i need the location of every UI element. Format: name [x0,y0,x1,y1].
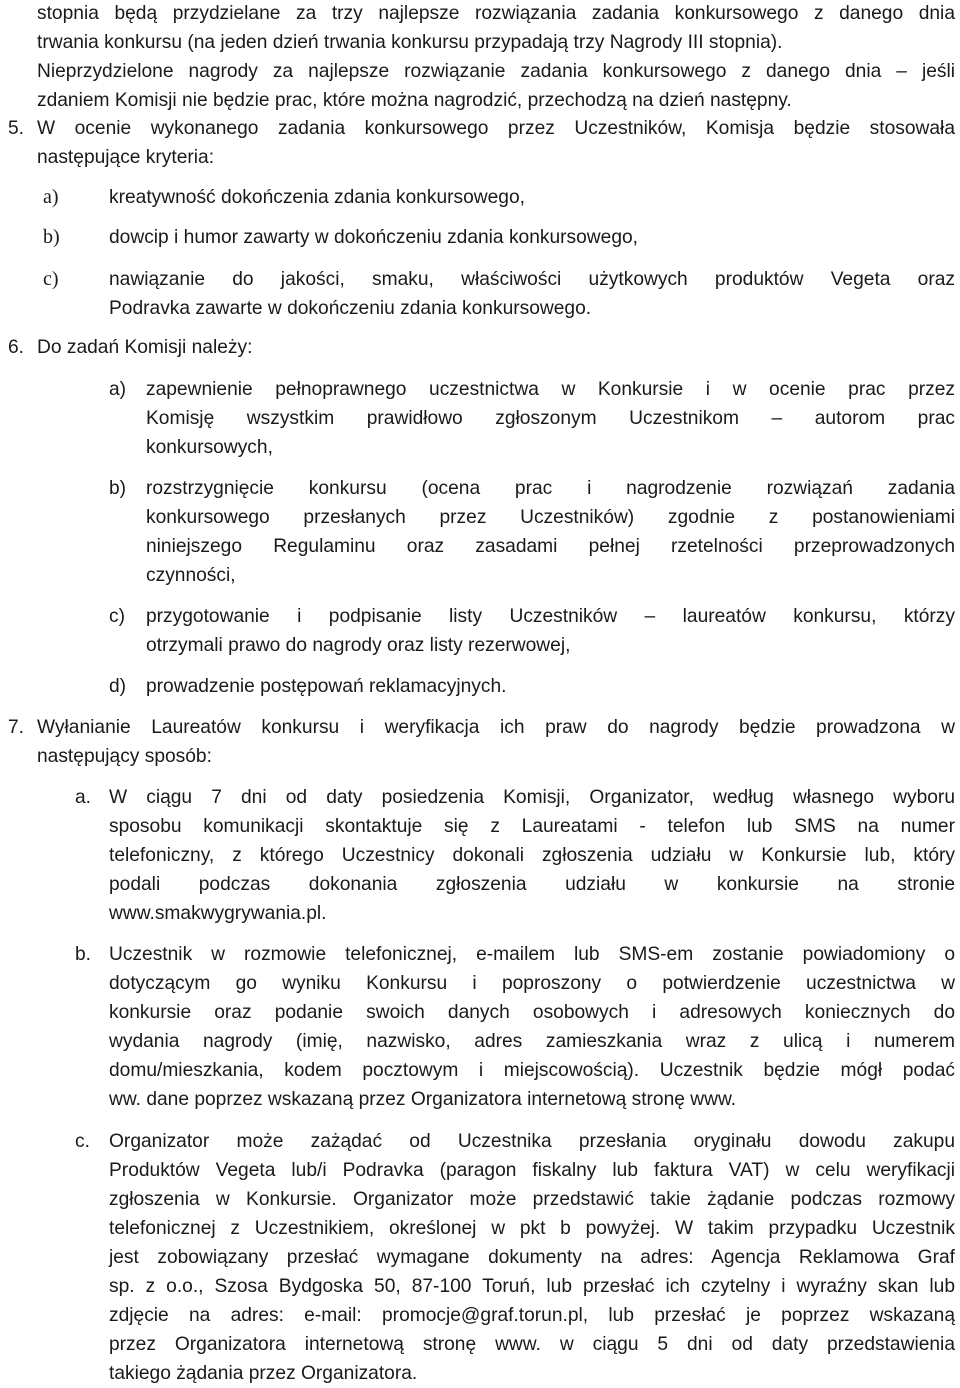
duty-b-marker: b) [109,478,127,499]
text-line: takiego żądania przez Organizatora. [109,1363,418,1384]
step-a-text [109,783,955,928]
duty-b-text [146,474,955,590]
text-line: przez Organizatora internetową stronę www. w ciągu 5 dni od daty przedstawienia [109,1334,955,1355]
text-line: zgłoszenia w Konkursie. Organizator może przedstawić takie żądanie podczas rozmowy [109,1189,955,1210]
text-line: Komisję wszystkim prawidłowo zgłoszonym Uczestnikom – autorom prac [146,408,955,429]
text-line: telefoniczny, z którego Uczestnicy dokonali zgłoszenia udziału w Konkursie lub, który [109,845,955,866]
text-line: Organizator może zażądać od Uczestnika przesłania oryginału dowodu zakupu [109,1131,955,1152]
text-line: sposobu komunikacji skontaktuje się z Laureatami - telefon lub SMS na numer [109,816,955,837]
section-5-number: 5. [8,118,25,139]
text-line: wydania nagrody (imię, nazwisko, adres zamieszkania wraz z ulicą i numerem [109,1031,955,1052]
duty-d-marker: d) [109,676,127,697]
duty-d-text [146,672,955,701]
text-line: nawiązanie do jakości, smaku, właściwości użytkowych produktów Vegeta oraz [109,269,955,290]
text-line: konkursowych, [146,437,273,458]
text-line: zdaniem Komisji nie będzie prac, które można nagrodzić, przechodzą na dzień następny. [37,90,792,111]
duty-c-text [146,602,955,660]
text-line: otrzymali prawo do nagrody oraz listy rezerwowej, [146,635,571,656]
text-line: prowadzenie postępowań reklamacyjnych. [146,676,507,697]
text-line: sp. z o.o., Szosa Bydgoska 50, 87-100 Toruń, lub przesłać ich czytelny i wyraźny skan lub [109,1276,955,1297]
text-line: zdjęcie na adres: e-mail: promocje@graf.torun.pl, lub przesłać je poprzez wskazaną [109,1305,955,1326]
section-7-number: 7. [8,717,25,738]
text-line: następujący sposób: [37,746,212,767]
text-line: rozstrzygnięcie konkursu (ocena prac i nagrodzenie rozwiązań zadania [146,478,955,499]
step-a-marker: a. [75,787,92,808]
text-line: podali podczas dokonania zgłoszenia udziału w konkursie na stronie [109,874,955,895]
text-line: dotyczącym go wyniku Konkursu i poproszony o potwierdzenie uczestnictwa w [109,973,955,994]
text-line: W ocenie wykonanego zadania konkursowego przez Uczestników, Komisja będzie stosowała [37,118,955,139]
text-line: niniejszego Regulaminu oraz zasadami pełnej rzetelności przeprowadzonych [146,536,955,557]
section-6-number: 6. [8,337,25,358]
duty-a-marker: a) [109,379,127,400]
criteria-a-text [109,183,955,212]
text-line: jest zobowiązany przesłać wymagane dokumenty na adres: Agencja Reklamowa Graf [109,1247,955,1268]
text-line: Produktów Vegeta lub/i Podravka (paragon fiskalny lub faktura VAT) w celu weryfikacji [109,1160,955,1181]
text-line: następujące kryteria: [37,147,215,168]
step-c-marker: c. [75,1131,90,1152]
text-line: konkursie oraz podanie swoich danych osobowych i adresowych koniecznych do [109,1002,955,1023]
text-line: dowcip i humor zawarty w dokończeniu zdania konkursowego, [109,227,638,248]
text-line: stopnia będą przydzielane za trzy najlepsze rozwiązania zadania konkursowego z danego dnia [37,3,955,24]
criteria-b-marker: b) [43,226,60,248]
step-b-text [109,940,955,1114]
section-5-paragraph [37,114,955,172]
criteria-c-text [109,265,955,323]
text-line: trwania konkursu (na jeden dzień trwania konkursu przypadają trzy Nagrody III stopnia). [37,32,783,53]
text-line: Uczestnik w rozmowie telefonicznej, e-mailem lub SMS-em zostanie powiadomiony o [109,944,955,965]
text-line: telefonicznej z Uczestnikiem, określonej w pkt b powyżej. W takim przypadku Uczestnik [109,1218,955,1239]
duty-a-text [146,375,955,462]
step-b-marker: b. [75,944,92,965]
text-line: Podravka zawarte w dokończeniu zdania konkursowego. [109,298,592,319]
text-line: domu/mieszkania, kodem pocztowym i miejscowością). Uczestnik będzie mógł podać [109,1060,955,1081]
text-line: Wyłanianie Laureatów konkursu i weryfikacja ich praw do nagrody będzie prowadzona w [37,717,955,738]
criteria-b-text [109,223,955,252]
text-line: czynności, [146,565,236,586]
duty-c-marker: c) [109,606,125,627]
text-line: konkursowego przesłanych przez Uczestników) zgodnie z postanowieniami [146,507,955,528]
section-6-title: Do zadań Komisji należy: [37,337,253,358]
text-line: zapewnienie pełnoprawnego uczestnictwa w Konkursie i w ocenie prac przez [146,379,955,400]
text-line: przygotowanie i podpisanie listy Uczestników – laureatów konkursu, którzy [146,606,955,627]
criteria-c-marker: c) [43,268,59,290]
text-line: www.smakwygrywania.pl. [109,903,327,924]
step-c-text [109,1127,955,1388]
intro-paragraph [37,0,955,115]
criteria-a-marker: a) [43,186,59,208]
text-line: Nieprzydzielone nagrody za najlepsze rozwiązanie zadania konkursowego z danego dnia – jeśli [37,61,955,82]
section-7-paragraph [37,713,955,771]
text-line: kreatywność dokończenia zdania konkursowego, [109,187,525,208]
text-line: W ciągu 7 dni od daty posiedzenia Komisji, Organizator, według własnego wyboru [109,787,955,808]
text-line: ww. dane poprzez wskazaną przez Organizatora internetową stronę www. [109,1089,737,1110]
